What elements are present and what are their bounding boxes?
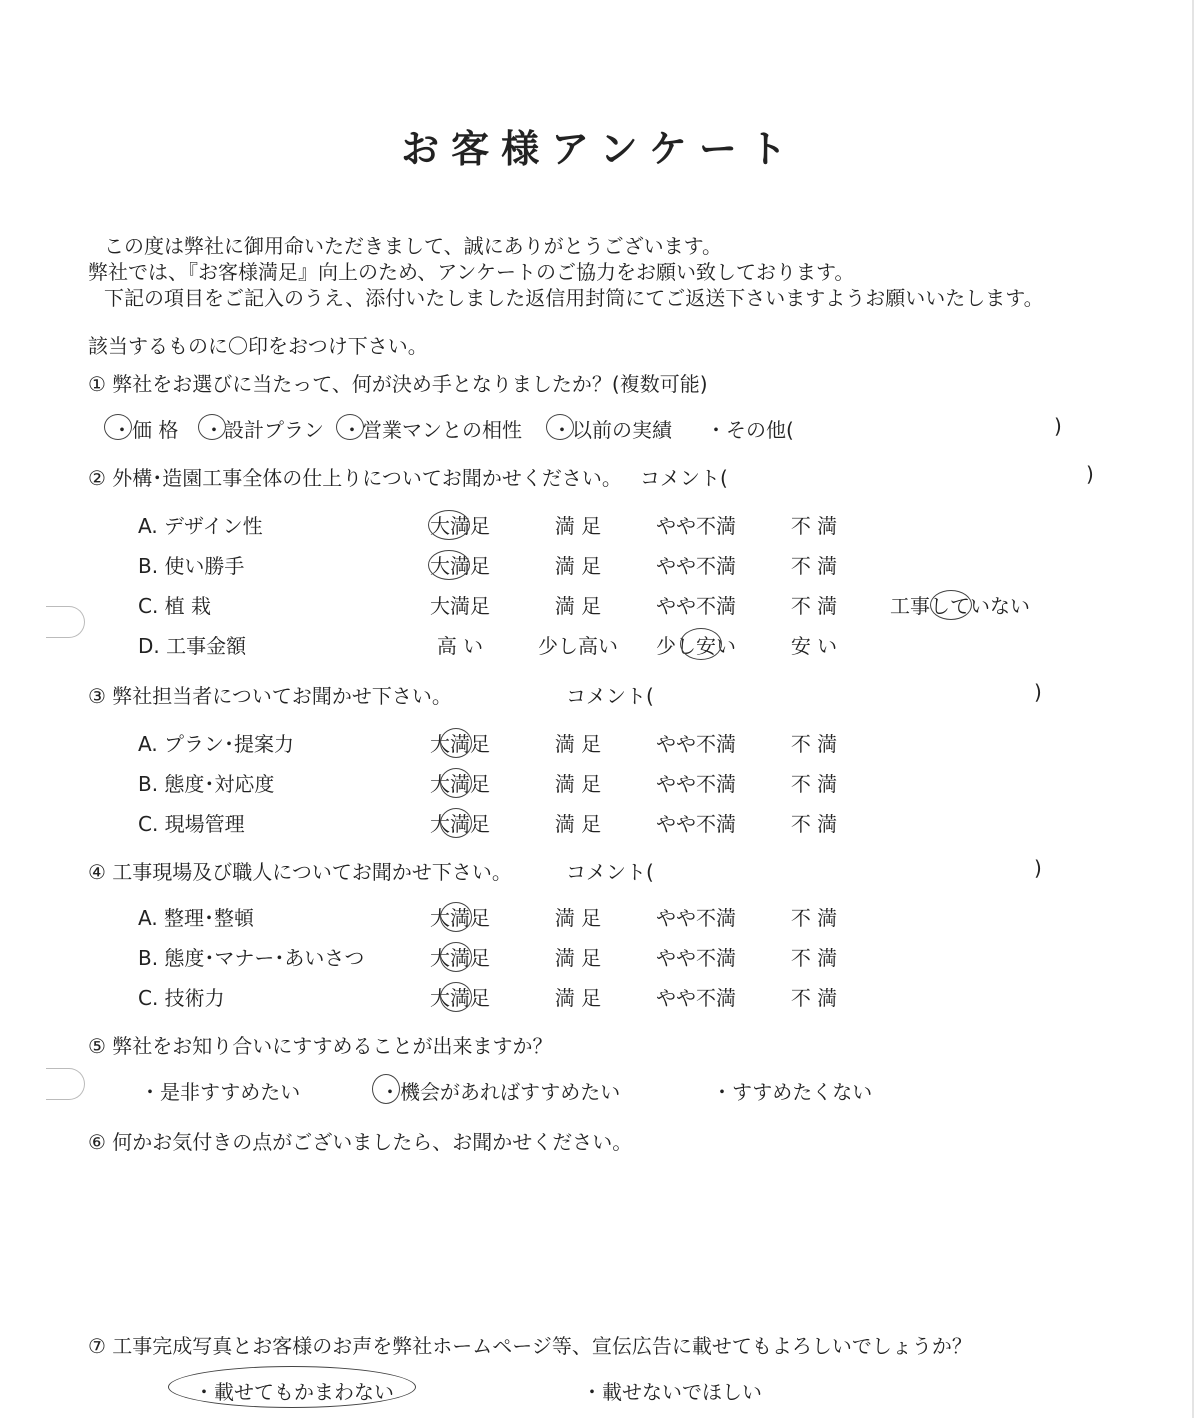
q3-comment-label[interactable]: コメント( bbox=[566, 684, 654, 708]
q2-a-opt-2[interactable]: 満 足 bbox=[554, 514, 602, 538]
q3-row-b-label: B. 態度･対応度 bbox=[138, 772, 275, 796]
q3-c-opt-2[interactable]: 満 足 bbox=[554, 812, 602, 836]
q2-comment-close: ) bbox=[1086, 462, 1094, 486]
q2-row-b-label: B. 使い勝手 bbox=[138, 554, 245, 578]
q3-b-opt-4[interactable]: 不 満 bbox=[790, 772, 838, 796]
q3-row-a-label: A. プラン･提案力 bbox=[138, 732, 295, 756]
question-2: ② 外構･造園工事全体の仕上りについてお聞かせください。 bbox=[88, 466, 622, 490]
q4-row-c-label: C. 技術力 bbox=[138, 986, 225, 1010]
q3-b-opt-1[interactable]: 大満足 bbox=[430, 772, 490, 796]
instruction: 該当するものに〇印をおつけ下さい。 bbox=[88, 334, 428, 358]
q2-b-opt-1[interactable]: 大満足 bbox=[430, 554, 490, 578]
q3-c-opt-3[interactable]: やや不満 bbox=[656, 812, 736, 836]
binder-hole-mark bbox=[46, 1068, 85, 1100]
q2-d-opt-4[interactable]: 安 い bbox=[790, 634, 838, 658]
scan-edge-line bbox=[1192, 0, 1194, 1418]
question-5: ⑤ 弊社をお知り合いにすすめることが出来ますか？ bbox=[88, 1034, 553, 1058]
q4-c-opt-1[interactable]: 大満足 bbox=[430, 986, 490, 1010]
q2-d-opt-2[interactable]: 少し高い bbox=[538, 634, 618, 658]
q2-a-opt-3[interactable]: やや不満 bbox=[656, 514, 736, 538]
q1-option-other[interactable]: ・その他( bbox=[706, 418, 794, 442]
q2-row-c-label: C. 植 栽 bbox=[138, 594, 212, 618]
q2-b-opt-3[interactable]: やや不満 bbox=[656, 554, 736, 578]
q5-option-if-chance[interactable]: ・機会があればすすめたい bbox=[380, 1080, 621, 1104]
q2-b-opt-2[interactable]: 満 足 bbox=[554, 554, 602, 578]
q4-a-opt-4[interactable]: 不 満 bbox=[790, 906, 838, 930]
q7-option-ok[interactable]: ・載せてもかまわない bbox=[194, 1380, 394, 1404]
q5-option-definitely[interactable]: ・是非すすめたい bbox=[140, 1080, 301, 1104]
q4-b-opt-1[interactable]: 大満足 bbox=[430, 946, 490, 970]
question-4: ④ 工事現場及び職人についてお聞かせ下さい。 bbox=[88, 860, 512, 884]
q2-a-opt-4[interactable]: 不 満 bbox=[790, 514, 838, 538]
q7-option-not-ok[interactable]: ・載せないでほしい bbox=[582, 1380, 762, 1404]
q4-b-opt-2[interactable]: 満 足 bbox=[554, 946, 602, 970]
q3-a-opt-1[interactable]: 大満足 bbox=[430, 732, 490, 756]
intro-line-3: 下記の項目をご記入のうえ、添付いたしました返信用封筒にてご返送下さいますようお願いいたします。 bbox=[104, 286, 1044, 310]
q1-option-sales-compat[interactable]: ・営業マンとの相性 bbox=[342, 418, 522, 442]
q4-comment-label[interactable]: コメント( bbox=[566, 860, 654, 884]
question-1: ① 弊社をお選びに当たって、何が決め手となりましたか？(複数可能) bbox=[88, 372, 708, 396]
q2-c-opt-5[interactable]: 工事していない bbox=[890, 594, 1030, 618]
q2-comment-label[interactable]: コメント( bbox=[640, 466, 728, 490]
q2-b-opt-4[interactable]: 不 満 bbox=[790, 554, 838, 578]
q2-row-a-label: A. デザイン性 bbox=[138, 514, 263, 538]
q1-option-design-plan[interactable]: ・設計プラン bbox=[204, 418, 324, 442]
q1-option-price[interactable]: ・価 格 bbox=[112, 418, 179, 442]
intro-line-2: 弊社では、『お客様満足』向上のため、アンケートのご協力をお願い致しております。 bbox=[88, 260, 855, 284]
q4-row-b-label: B. 態度･マナー･あいさつ bbox=[138, 946, 365, 970]
q4-c-opt-4[interactable]: 不 満 bbox=[790, 986, 838, 1010]
q2-d-opt-3[interactable]: 少し安い bbox=[656, 634, 736, 658]
intro-line-1: この度は弊社に御用命いただきまして、誠にありがとうございます。 bbox=[104, 234, 722, 258]
q1-other-close: ) bbox=[1054, 414, 1062, 438]
q4-c-opt-3[interactable]: やや不満 bbox=[656, 986, 736, 1010]
q4-comment-close: ) bbox=[1034, 856, 1042, 880]
q2-a-opt-1[interactable]: 大満足 bbox=[430, 514, 490, 538]
q3-b-opt-3[interactable]: やや不満 bbox=[656, 772, 736, 796]
q3-row-c-label: C. 現場管理 bbox=[138, 812, 245, 836]
q4-b-opt-4[interactable]: 不 満 bbox=[790, 946, 838, 970]
q2-c-opt-1[interactable]: 大満足 bbox=[430, 594, 490, 618]
q4-row-a-label: A. 整理･整頓 bbox=[138, 906, 255, 930]
question-7: ⑦ 工事完成写真とお客様のお声を弊社ホームページ等、宣伝広告に載せてもよろしいでしょうか？ bbox=[88, 1334, 972, 1358]
page-title: お客様アンケート bbox=[401, 127, 799, 171]
q4-c-opt-2[interactable]: 満 足 bbox=[554, 986, 602, 1010]
q3-comment-close: ) bbox=[1034, 680, 1042, 704]
q3-a-opt-3[interactable]: やや不満 bbox=[656, 732, 736, 756]
q3-a-opt-4[interactable]: 不 満 bbox=[790, 732, 838, 756]
q2-c-opt-4[interactable]: 不 満 bbox=[790, 594, 838, 618]
q4-a-opt-1[interactable]: 大満足 bbox=[430, 906, 490, 930]
q2-row-d-label: D. 工事金額 bbox=[138, 634, 247, 658]
q3-a-opt-2[interactable]: 満 足 bbox=[554, 732, 602, 756]
q3-c-opt-4[interactable]: 不 満 bbox=[790, 812, 838, 836]
q1-option-past-record[interactable]: ・以前の実績 bbox=[552, 418, 672, 442]
binder-hole-mark bbox=[46, 606, 85, 638]
question-3: ③ 弊社担当者についてお聞かせ下さい。 bbox=[88, 684, 452, 708]
q3-c-opt-1[interactable]: 大満足 bbox=[430, 812, 490, 836]
q2-d-opt-1[interactable]: 高 い bbox=[436, 634, 484, 658]
q4-a-opt-2[interactable]: 満 足 bbox=[554, 906, 602, 930]
q4-b-opt-3[interactable]: やや不満 bbox=[656, 946, 736, 970]
q4-a-opt-3[interactable]: やや不満 bbox=[656, 906, 736, 930]
q5-option-not-recommend[interactable]: ・すすめたくない bbox=[712, 1080, 873, 1104]
question-6: ⑥ 何かお気付きの点がございましたら、お聞かせください。 bbox=[88, 1130, 633, 1154]
q2-c-opt-3[interactable]: やや不満 bbox=[656, 594, 736, 618]
q2-c-opt-2[interactable]: 満 足 bbox=[554, 594, 602, 618]
q3-b-opt-2[interactable]: 満 足 bbox=[554, 772, 602, 796]
